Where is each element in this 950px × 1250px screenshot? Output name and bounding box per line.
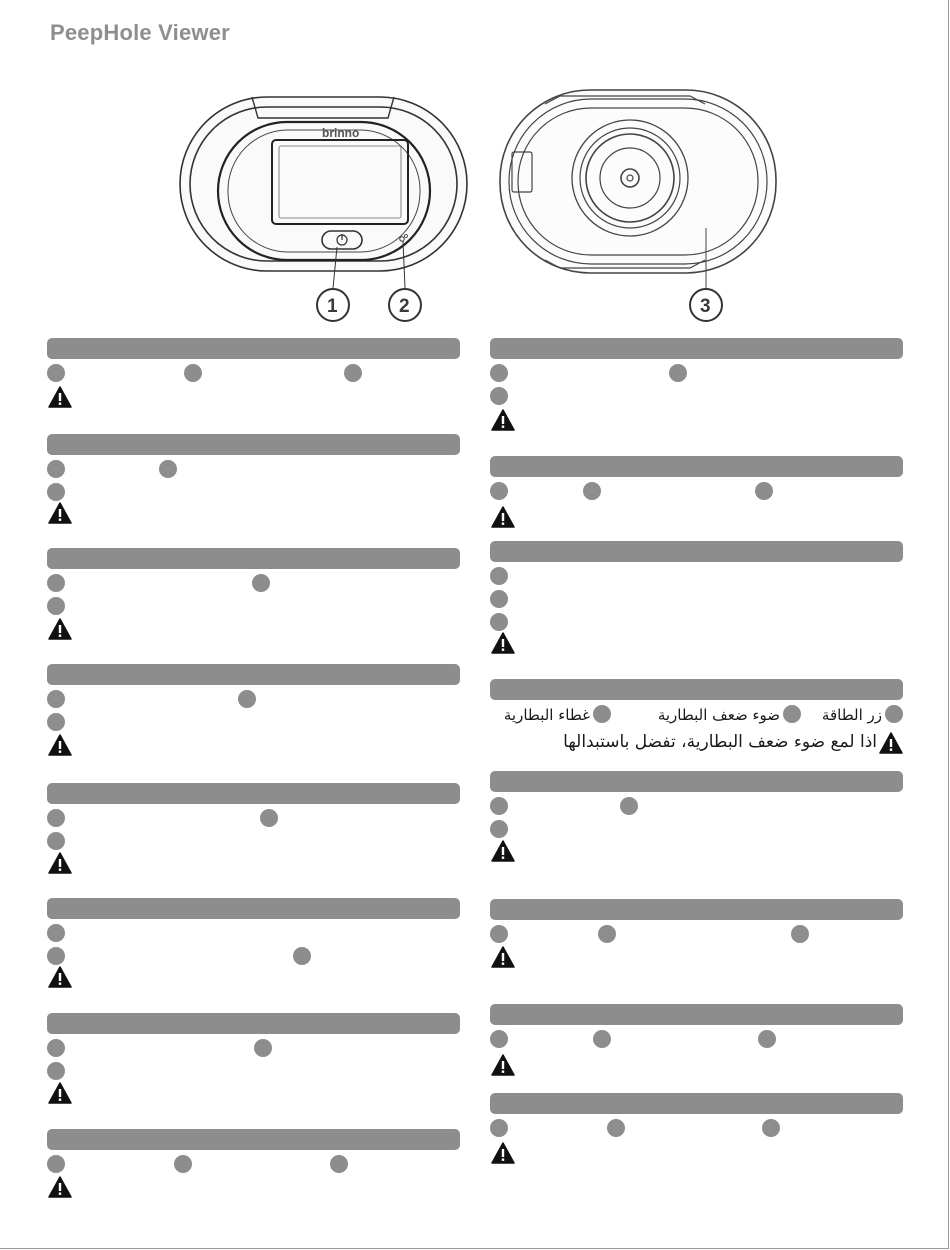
item-label: غطاء البطارية [503,706,590,724]
bullet [791,925,809,943]
bullet-row [47,688,460,711]
bullet [293,947,311,965]
bullet-row [47,807,460,830]
bullet [490,1030,508,1048]
bullet [762,1119,780,1137]
svg-text:3: 3 [700,296,711,317]
bullet [260,809,278,827]
section-left-8 [47,1129,460,1176]
bullet [47,574,65,592]
bullet [47,924,65,942]
bullet-row [47,945,460,968]
bullet [583,482,601,500]
page-title: PeepHole Viewer [50,20,230,45]
section-bar [490,338,903,359]
bullet-row [490,385,903,408]
bullet [238,690,256,708]
section-left-1 [47,338,460,385]
section-bar [490,899,903,920]
bullet [490,820,508,838]
section-right-8 [490,1093,903,1140]
bullet [184,364,202,382]
bullet [47,460,65,478]
warning-icon [48,734,72,756]
bullet [47,832,65,850]
bullet-row [47,922,460,945]
warning-icon [879,732,903,754]
section-left-2 [47,434,460,504]
section-bar [490,1093,903,1114]
item-label: ضوء ضعف البطارية [657,706,780,724]
warning-icon [491,1142,515,1164]
device-logo: brinno [322,126,360,140]
bullet-row [490,1117,903,1140]
callout-1 [317,289,349,321]
section-bar [47,434,460,455]
bullet [252,574,270,592]
warning-icon [491,632,515,654]
bullet [490,482,508,500]
bullet [344,364,362,382]
device-illustration [0,0,950,330]
bullet [593,1030,611,1048]
bullet-row [47,1153,460,1176]
warning-icon [48,386,72,408]
bullet [755,482,773,500]
section-left-5 [47,783,460,853]
arabic-item-low-battery [658,705,801,724]
bullet-row [490,588,903,611]
bullet [490,925,508,943]
bullet-row [47,830,460,853]
bullet [47,483,65,501]
warning-icon [491,840,515,862]
item-label: زر الطاقة [821,706,882,724]
svg-text:2: 2 [399,296,410,317]
section-right-1 [490,338,903,408]
bullet-row [490,362,903,385]
section-bar [47,1129,460,1150]
bullet [593,705,611,723]
bullet [885,705,903,723]
bullet [490,387,508,405]
bullet [598,925,616,943]
warning-icon [491,506,515,528]
bullet [490,364,508,382]
bullet-row [47,595,460,618]
bullet [783,705,801,723]
section-bar [490,456,903,477]
section-bar [47,338,460,359]
section-bar [47,548,460,569]
bullet-row [47,711,460,734]
section-bar [47,664,460,685]
section-bar [490,1004,903,1025]
bullet-row [490,480,903,503]
bullet [47,597,65,615]
bullet-row [47,362,460,385]
section-bar [47,783,460,804]
bullet [490,613,508,631]
bullet-row [490,1028,903,1051]
bullet-row [490,795,903,818]
warning-icon [491,1054,515,1076]
arabic-warning-row [490,729,903,759]
section-bar [490,771,903,792]
bullet [47,1155,65,1173]
section-left-3 [47,548,460,618]
bullet [47,947,65,965]
section-right-6 [490,899,903,946]
warning-icon [491,409,515,431]
arabic-items-row [490,703,903,729]
warning-icon [48,618,72,640]
bullet [669,364,687,382]
warning-icon [48,1176,72,1198]
bullet [47,809,65,827]
section-arabic [490,679,903,759]
callout-3 [690,289,722,321]
bullet [159,460,177,478]
section-bar [47,898,460,919]
warning-icon [491,946,515,968]
warning-icon [48,1082,72,1104]
bullet [330,1155,348,1173]
warning-text: اذا لمع ضوء ضعف البطارية، تفضل باستبدالها [563,732,877,752]
bullet [254,1039,272,1057]
section-bar [490,679,903,700]
bullet [47,1062,65,1080]
section-right-5 [490,771,903,841]
bullet [490,567,508,585]
bullet [758,1030,776,1048]
bullet [620,797,638,815]
arabic-item-battery-cover [504,705,611,724]
bullet-row [47,572,460,595]
section-left-6 [47,898,460,968]
bullet [490,590,508,608]
bullet [607,1119,625,1137]
warning-icon [48,966,72,988]
arabic-item-power [822,705,903,724]
bullet-row [47,1037,460,1060]
bullet [47,364,65,382]
bullet [47,713,65,731]
bullet-row [490,611,903,634]
section-bar [47,1013,460,1034]
section-left-4 [47,664,460,734]
bullet-row [47,1060,460,1083]
bullet [174,1155,192,1173]
section-right-3 [490,541,903,634]
warning-icon [48,852,72,874]
section-right-2 [490,456,903,503]
bullet-row [490,565,903,588]
bullet-row [490,923,903,946]
section-bar [490,541,903,562]
section-left-7 [47,1013,460,1083]
bullet-row [47,481,460,504]
callout-2 [389,289,421,321]
bullet-row [490,818,903,841]
bullet [47,1039,65,1057]
section-right-7 [490,1004,903,1051]
bullet-row [47,458,460,481]
bullet [47,690,65,708]
bullet [490,1119,508,1137]
bullet [490,797,508,815]
warning-icon [48,502,72,524]
device-back [500,90,776,288]
svg-text:1: 1 [327,296,338,317]
